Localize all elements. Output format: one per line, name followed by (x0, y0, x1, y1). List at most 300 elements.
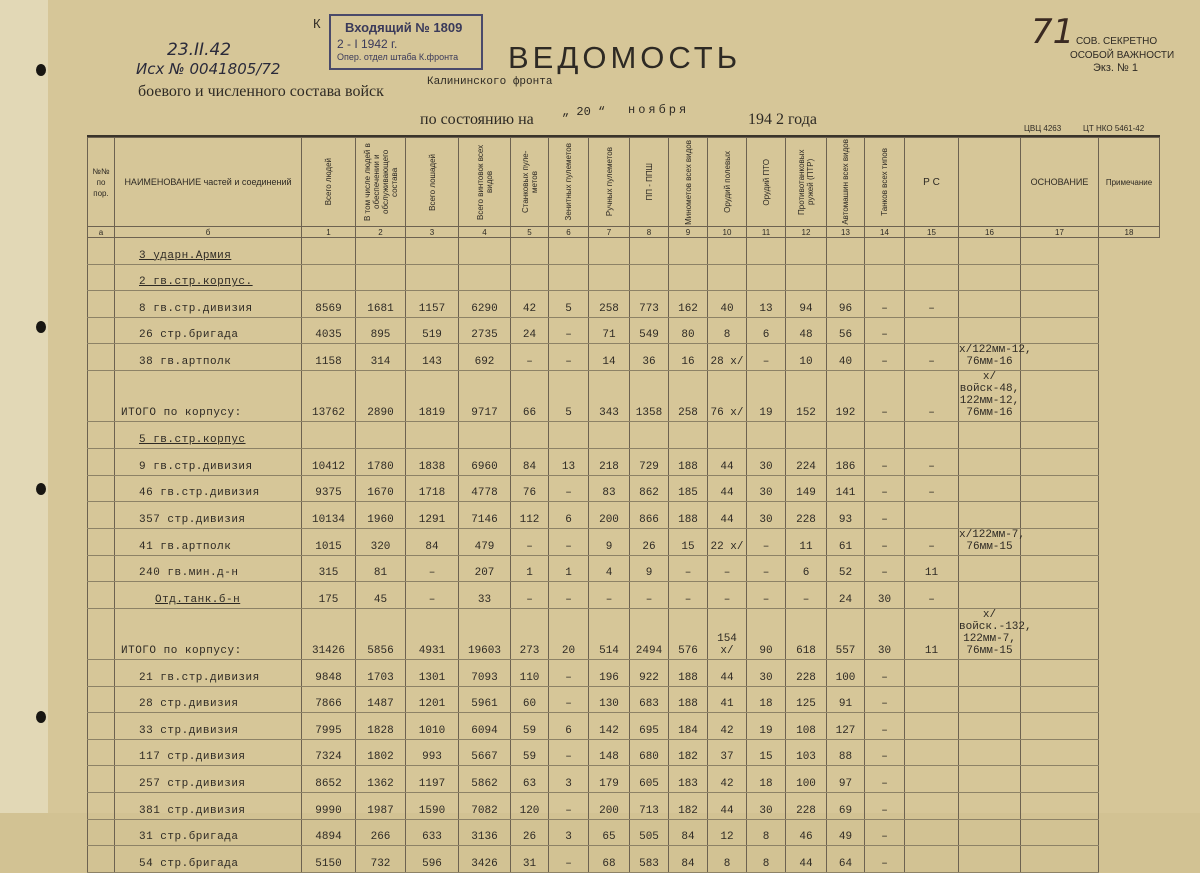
cell-c5: 1 (511, 555, 549, 582)
cell-c9: 15 (669, 528, 708, 555)
cell-c14: – (865, 528, 905, 555)
cell-c4: 3136 (459, 819, 511, 846)
cell-c8: 683 (630, 686, 669, 713)
cell-c4: 2735 (459, 317, 511, 344)
cell-c11: 90 (747, 608, 786, 659)
cell-c13: 49 (827, 819, 865, 846)
cell-c5: 42 (511, 291, 549, 318)
cell-c2: 1487 (356, 686, 406, 713)
cell-c5: 63 (511, 766, 549, 793)
cell-c5: 273 (511, 608, 549, 659)
cell-c3: 1718 (406, 475, 459, 502)
column-index: 16 (959, 227, 1021, 238)
column-header-label: Танков всех типов (880, 148, 889, 216)
row-number-cell (88, 344, 115, 371)
cell-c14: – (865, 371, 905, 422)
cell-c7: 130 (589, 686, 630, 713)
cell-c11: 8 (747, 819, 786, 846)
unit-name: ИТОГО по корпусу: (121, 407, 242, 420)
cell-c10 (708, 238, 747, 265)
row-number-cell (88, 528, 115, 555)
cell-c13: 40 (827, 344, 865, 371)
table-row (88, 502, 1160, 529)
column-index: б (115, 227, 302, 238)
cell-c3: 993 (406, 739, 459, 766)
cell-c9: 84 (669, 846, 708, 873)
cell-c6: – (549, 686, 589, 713)
cell-c3: 1157 (406, 291, 459, 318)
cell-c16 (959, 582, 1021, 609)
cell-c13 (827, 264, 865, 291)
cell-c6: 3 (549, 766, 589, 793)
row-number-cell (88, 713, 115, 740)
unit-name-cell (115, 264, 302, 291)
cell-c9 (669, 422, 708, 449)
unit-name-cell (115, 502, 302, 529)
cell-c2 (356, 264, 406, 291)
cell-c7: 4 (589, 555, 630, 582)
as-of-year: 194 2 года (748, 111, 817, 128)
cell-c17 (1021, 291, 1099, 318)
cell-c2: 1670 (356, 475, 406, 502)
cell-c13: 186 (827, 448, 865, 475)
cell-c14: – (865, 739, 905, 766)
cell-c17 (1021, 422, 1099, 449)
cell-c12: 94 (786, 291, 827, 318)
cell-c1: 9375 (302, 475, 356, 502)
cell-c9: 188 (669, 502, 708, 529)
cell-c10: 76 x/ (708, 371, 747, 422)
unit-name-cell (115, 344, 302, 371)
cell-c11 (747, 422, 786, 449)
cell-c4: 9717 (459, 371, 511, 422)
cell-c11: 13 (747, 291, 786, 318)
cell-c4: 6094 (459, 713, 511, 740)
column-header-c18 (1099, 138, 1160, 227)
row-number-cell (88, 608, 115, 659)
column-header-label: Минометов всех видов (683, 139, 693, 225)
cell-c13: 141 (827, 475, 865, 502)
cell-c6 (549, 264, 589, 291)
unit-name-cell (115, 608, 302, 659)
row-number-cell (88, 659, 115, 686)
cell-c9: – (669, 582, 708, 609)
cell-c6: – (549, 739, 589, 766)
cell-c7 (589, 238, 630, 265)
table-row (88, 422, 1160, 449)
cell-c10: 44 (708, 792, 747, 819)
cell-c10: 22 x/ (708, 528, 747, 555)
cell-c8: 605 (630, 766, 669, 793)
cell-c15: – (905, 528, 959, 555)
cell-c13: 69 (827, 792, 865, 819)
cell-c14: – (865, 475, 905, 502)
cell-c5: 26 (511, 819, 549, 846)
unit-name-cell (115, 422, 302, 449)
cell-c5: 110 (511, 659, 549, 686)
column-header-label: Р С (923, 176, 940, 188)
cell-c10: 44 (708, 448, 747, 475)
cell-c14: – (865, 713, 905, 740)
cell-c12: – (786, 582, 827, 609)
cell-c15 (905, 846, 959, 873)
cell-c12: 152 (786, 371, 827, 422)
cell-c8: 680 (630, 739, 669, 766)
cell-c14: – (865, 502, 905, 529)
table-row (88, 739, 1160, 766)
cell-c9: 182 (669, 739, 708, 766)
column-index: 15 (905, 227, 959, 238)
cell-c1: 31426 (302, 608, 356, 659)
column-header-c6 (549, 138, 589, 227)
cell-c11: 30 (747, 475, 786, 502)
cell-c2: 1780 (356, 448, 406, 475)
cell-c17 (1021, 264, 1099, 291)
column-index: 1 (302, 227, 356, 238)
cell-c14 (865, 238, 905, 265)
column-header-label: ОСНОВАНИЕ (1030, 176, 1089, 187)
cell-c11: 18 (747, 686, 786, 713)
cell-c17 (1021, 344, 1099, 371)
cell-c2: 314 (356, 344, 406, 371)
row-number-cell (88, 792, 115, 819)
row-number-cell (88, 555, 115, 582)
cell-c10: 40 (708, 291, 747, 318)
column-header-c1 (302, 138, 356, 227)
cell-c2: 320 (356, 528, 406, 555)
unit-name: 26 стр.бригада (139, 329, 239, 342)
cell-c17 (1021, 766, 1099, 793)
cell-c1: 8569 (302, 291, 356, 318)
cell-c13: 97 (827, 766, 865, 793)
cell-c16 (959, 739, 1021, 766)
table-row (88, 792, 1160, 819)
column-header-c7 (589, 138, 630, 227)
cell-c12 (786, 422, 827, 449)
cell-c10: 28 x/ (708, 344, 747, 371)
cell-c10 (708, 264, 747, 291)
unit-name: 3 ударн.Армия (139, 249, 232, 262)
cell-c16 (959, 846, 1021, 873)
cell-c11: 30 (747, 502, 786, 529)
cell-c17 (1021, 448, 1099, 475)
cell-c2 (356, 422, 406, 449)
unit-name-cell (115, 686, 302, 713)
cell-c15 (905, 264, 959, 291)
column-header-c2 (356, 138, 406, 227)
copy-number: Экз. № 1 (1093, 62, 1138, 74)
cell-c15: 11 (905, 555, 959, 582)
cell-c3 (406, 238, 459, 265)
row-number-cell (88, 422, 115, 449)
cell-c3 (406, 422, 459, 449)
cell-c3: 1197 (406, 766, 459, 793)
cell-c12: 11 (786, 528, 827, 555)
row-number-cell (88, 371, 115, 422)
cell-c14: – (865, 448, 905, 475)
cell-c17 (1021, 238, 1099, 265)
table-row (88, 238, 1160, 265)
cell-c7: 68 (589, 846, 630, 873)
row-number-cell (88, 238, 115, 265)
secrecy-line-2: ОСОБОЙ ВАЖНОСТИ (1070, 50, 1175, 61)
cell-c15: – (905, 371, 959, 422)
row-number-cell (88, 766, 115, 793)
cell-c6: – (549, 528, 589, 555)
cell-c15 (905, 713, 959, 740)
unit-name-cell (115, 659, 302, 686)
punch-strip (0, 0, 49, 813)
cell-c15 (905, 238, 959, 265)
table-row (88, 448, 1160, 475)
column-index: 12 (786, 227, 827, 238)
cell-c1: 315 (302, 555, 356, 582)
cell-c2: 45 (356, 582, 406, 609)
column-header-label: НАИМЕНОВАНИЕ частей и соединений (124, 176, 292, 187)
cell-c2: 1960 (356, 502, 406, 529)
as-of-label: по состоянию на (420, 111, 534, 128)
cell-c8: 583 (630, 846, 669, 873)
unit-name-cell (115, 371, 302, 422)
cell-c8: 36 (630, 344, 669, 371)
cell-c2: 5856 (356, 608, 406, 659)
table-row (88, 317, 1160, 344)
cell-c5: – (511, 582, 549, 609)
cell-c1: 9848 (302, 659, 356, 686)
cell-c1 (302, 264, 356, 291)
column-header-label: В том числе людей в обеспечении и обслуживающего состава (362, 143, 399, 221)
cell-c5: 59 (511, 713, 549, 740)
cell-c3: 143 (406, 344, 459, 371)
cell-c9: 185 (669, 475, 708, 502)
cell-c8: 866 (630, 502, 669, 529)
cell-c17 (1021, 582, 1099, 609)
unit-name-cell (115, 555, 302, 582)
cell-c5: 66 (511, 371, 549, 422)
cell-c9: 576 (669, 608, 708, 659)
unit-name: 357 стр.дивизия (139, 513, 246, 526)
cell-c2: 1703 (356, 659, 406, 686)
unit-name: Отд.танк.б-н (155, 593, 241, 606)
cell-c9: 16 (669, 344, 708, 371)
cell-c12: 6 (786, 555, 827, 582)
cell-c12: 46 (786, 819, 827, 846)
table-row (88, 475, 1160, 502)
cell-c13: 52 (827, 555, 865, 582)
cell-c3: 519 (406, 317, 459, 344)
cell-c6: 6 (549, 502, 589, 529)
cell-c17 (1021, 659, 1099, 686)
cell-c13: 96 (827, 291, 865, 318)
cell-c10: 42 (708, 766, 747, 793)
table-row (88, 846, 1160, 873)
unit-name: 38 гв.артполк (139, 356, 232, 369)
cell-c16: x/войск-48, 122мм-12, 76мм-16 (959, 371, 1021, 422)
punch-hole (36, 321, 46, 333)
unit-name: 8 гв.стр.дивизия (139, 302, 253, 315)
cell-c7: 514 (589, 608, 630, 659)
cell-c3: – (406, 555, 459, 582)
cell-c3: 1010 (406, 713, 459, 740)
document-subtitle: боевого и численного состава войск (138, 83, 384, 100)
cell-c12: 44 (786, 846, 827, 873)
cell-c1: 9990 (302, 792, 356, 819)
row-number-cell (88, 475, 115, 502)
punch-hole (36, 64, 46, 76)
unit-name-cell (115, 238, 302, 265)
table-row (88, 686, 1160, 713)
row-number-cell (88, 846, 115, 873)
table-row (88, 264, 1160, 291)
column-header-c14 (865, 138, 905, 227)
row-number-cell (88, 448, 115, 475)
cell-c4 (459, 264, 511, 291)
cell-c8: 9 (630, 555, 669, 582)
table-row (88, 582, 1160, 609)
column-header-label: Примечание (1105, 177, 1153, 187)
cell-c17 (1021, 713, 1099, 740)
cell-c15: – (905, 291, 959, 318)
cell-c17 (1021, 555, 1099, 582)
table-row (88, 819, 1160, 846)
unit-name-cell (115, 739, 302, 766)
cell-c10: – (708, 582, 747, 609)
cell-c4 (459, 422, 511, 449)
cell-c14: – (865, 317, 905, 344)
cell-c2: 732 (356, 846, 406, 873)
column-index: 14 (865, 227, 905, 238)
cell-c15 (905, 819, 959, 846)
cell-c7 (589, 422, 630, 449)
cell-c8: 26 (630, 528, 669, 555)
cell-c14: – (865, 555, 905, 582)
punch-hole (36, 711, 46, 723)
cell-c5: – (511, 344, 549, 371)
cell-c1: 1158 (302, 344, 356, 371)
cell-c6: 3 (549, 819, 589, 846)
cell-c3: – (406, 582, 459, 609)
cell-c14 (865, 422, 905, 449)
cell-c1: 7866 (302, 686, 356, 713)
cell-c10: 37 (708, 739, 747, 766)
cell-c17 (1021, 686, 1099, 713)
cell-c3: 4931 (406, 608, 459, 659)
unit-name: 257 стр.дивизия (139, 777, 246, 790)
table-row (88, 713, 1160, 740)
cell-c1: 175 (302, 582, 356, 609)
cell-c2: 1681 (356, 291, 406, 318)
cell-c1: 10412 (302, 448, 356, 475)
unit-name-cell (115, 766, 302, 793)
cell-c12 (786, 264, 827, 291)
row-number-cell (88, 317, 115, 344)
cell-c11: 19 (747, 371, 786, 422)
cell-c13: 61 (827, 528, 865, 555)
unit-name-cell (115, 291, 302, 318)
cell-c8 (630, 238, 669, 265)
cell-c16 (959, 502, 1021, 529)
cell-c9: – (669, 555, 708, 582)
cell-c7: 148 (589, 739, 630, 766)
cell-c7: 14 (589, 344, 630, 371)
cell-c12: 618 (786, 608, 827, 659)
cell-c16: x/войск.-132, 122мм-7, 76мм-15 (959, 608, 1021, 659)
cell-c9: 80 (669, 317, 708, 344)
punch-hole (36, 483, 46, 495)
cell-c9: 182 (669, 792, 708, 819)
handwritten-date: 23.II.42 (167, 40, 232, 60)
column-index: 8 (630, 227, 669, 238)
cell-c9: 183 (669, 766, 708, 793)
unit-name: 31 стр.бригада (139, 831, 239, 844)
cell-c5: 120 (511, 792, 549, 819)
row-number-cell (88, 291, 115, 318)
column-header-c17 (1021, 138, 1099, 227)
stamp-department: Опер. отдел штаба К.фронта (337, 52, 459, 62)
column-index: 4 (459, 227, 511, 238)
cell-c17 (1021, 528, 1099, 555)
cell-c1: 10134 (302, 502, 356, 529)
cell-c1: 7324 (302, 739, 356, 766)
row-number-cell (88, 582, 115, 609)
cell-c11 (747, 264, 786, 291)
cell-c17 (1021, 502, 1099, 529)
cell-c15: – (905, 344, 959, 371)
table-row (88, 608, 1160, 659)
cell-c10: 41 (708, 686, 747, 713)
cell-c2: 1802 (356, 739, 406, 766)
form-code-2: ЦТ НКО 5461-42 (1083, 124, 1145, 133)
handwritten-outgoing-number: Исх № 0041805/72 (136, 60, 281, 78)
cell-c3: 1819 (406, 371, 459, 422)
column-header-c8 (630, 138, 669, 227)
cell-c10: 154 x/ (708, 608, 747, 659)
cell-c2: 1362 (356, 766, 406, 793)
cell-c11: 15 (747, 739, 786, 766)
unit-name: 9 гв.стр.дивизия (139, 460, 253, 473)
cell-c11: 6 (747, 317, 786, 344)
cell-c1 (302, 238, 356, 265)
cell-c3: 1838 (406, 448, 459, 475)
column-index: 10 (708, 227, 747, 238)
cell-c1: 4035 (302, 317, 356, 344)
cell-c8: – (630, 582, 669, 609)
cell-c8: 549 (630, 317, 669, 344)
cell-c5: – (511, 528, 549, 555)
cell-c9: 188 (669, 448, 708, 475)
cell-c14: – (865, 344, 905, 371)
cell-c6 (549, 238, 589, 265)
column-header-label: Всего лошадей (427, 153, 437, 211)
cell-c12: 228 (786, 659, 827, 686)
column-header-label: Автомашин всех видов (841, 139, 850, 225)
unit-name-cell (115, 582, 302, 609)
cell-c14: – (865, 686, 905, 713)
column-header-c12 (786, 138, 827, 227)
cell-c16 (959, 792, 1021, 819)
cell-c5: 60 (511, 686, 549, 713)
cell-c14: – (865, 846, 905, 873)
cell-c4: 19603 (459, 608, 511, 659)
cell-c10: 12 (708, 819, 747, 846)
cell-c6 (549, 422, 589, 449)
cell-c1: 7995 (302, 713, 356, 740)
cell-c11: – (747, 528, 786, 555)
cell-c4: 7082 (459, 792, 511, 819)
cell-c5 (511, 422, 549, 449)
cell-c5: 84 (511, 448, 549, 475)
cell-c10: 42 (708, 713, 747, 740)
